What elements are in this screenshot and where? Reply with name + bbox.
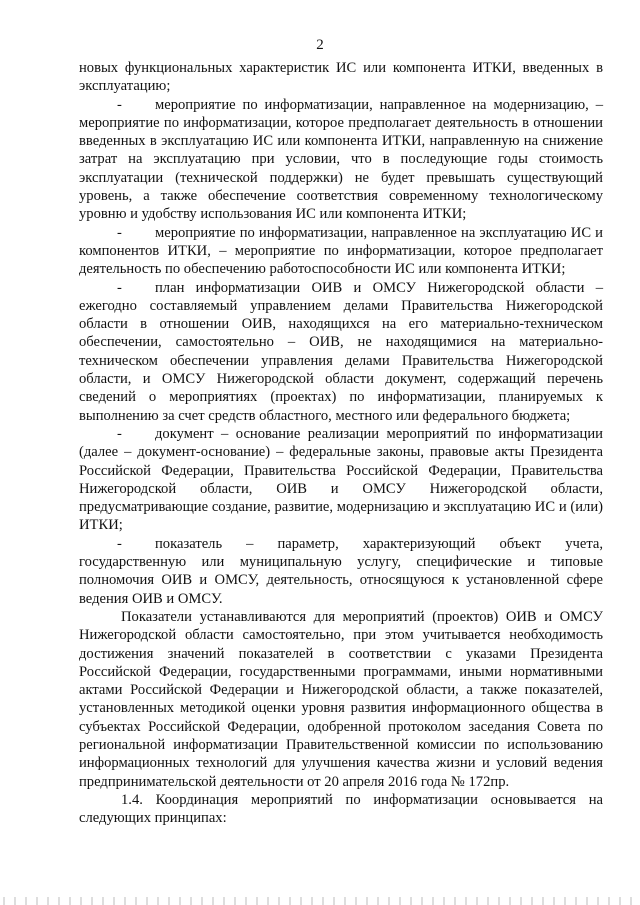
list-dash: - [117, 535, 122, 552]
list-dash: - [117, 224, 122, 241]
definition-modernization [79, 96, 603, 224]
definition-informatization-plan [79, 279, 603, 425]
definition-exploitation-text: мероприятие по информатизации, направленное на эксплуатацию ИС и компонентов ИТКИ, – мероприятие по информатизации, которое предполагает деятельность по обеспечению работоспособности ИС или компонента ИТКИ; [79, 224, 603, 278]
definition-indicator [79, 535, 603, 608]
list-dash: - [117, 279, 122, 296]
paragraph-continuation: новых функциональных характеристик ИС или компонента ИТКИ, введенных в эксплуатацию; [79, 60, 603, 95]
list-dash: - [117, 96, 122, 113]
definition-informatization-plan-text: план информатизации ОИВ и ОМСУ Нижегородской области – ежегодно составляемый управлением делами Правительства Нижегородской области в отношении ОИВ, находящихся на его материально-техническом обеспечении, самостоятельно – ОИВ, не находящимися на материально-техническом обеспечении управления делами Правительства Нижегородской области, и ОМСУ Нижегородской области документ, содержащий перечень сведений о мероприятиях (проектах) по информатизации, планируемых к выполнению за счет средств областного, местного или федерального бюджета; [79, 279, 603, 424]
paragraph-indicators: Показатели устанавливаются для мероприятий (проектов) ОИВ и ОМСУ Нижегородской области самостоятельно, при этом учитывается необходимость достижения значений показателей в соответствии с указами Президента Российской Федерации, государственными программами, иными нормативными актами Российской Федерации и Нижегородской области, а также показателей, установленных методикой оценки уровня развития информационного общества в субъектах Российской Федерации, одобренной протоколом заседания Совета по региональной информатизации Правительственной комиссии по использованию информационных технологий для улучшения качества жизни и условий ведения предпринимательской деятельности от 20 апреля 2016 года № 172пр. [79, 608, 603, 790]
definition-base-document [79, 425, 603, 535]
definition-base-document-text: документ – основание реализации мероприятий по информатизации (далее – документ-основание) – федеральные законы, правовые акты Президента Российской Федерации, Правительства Российской Федерации, Правительства Нижегородской области, ОИВ и ОМСУ Нижегородской области, предусматривающие создание, развитие, модернизацию и эксплуатацию ИС и (или) ИТКИ; [79, 425, 603, 534]
page-number: 2 [316, 37, 324, 53]
list-dash: - [117, 425, 122, 442]
paragraph-coordination: 1.4. Координация мероприятий по информатизации основывается на следующих принципах: [79, 791, 603, 827]
definition-modernization-text: мероприятие по информатизации, направленное на модернизацию, – мероприятие по информатизации, которое предполагает деятельность в отношении введенных в эксплуатацию ИС или компонента ИТКИ, направленную на снижение затрат на эксплуатацию при условии, что в последующие годы стоимость эксплуатации (технической поддержки) не будет превышать существующий уровень, а также обеспечение соответствия современному технологическому уровню и удобству использования ИС или компонента ИТКИ; [79, 96, 603, 223]
scan-bottom-edge [0, 897, 640, 905]
definition-exploitation [79, 224, 603, 279]
definition-indicator-text: показатель – параметр, характеризующий объект учета, государственную или муниципальную услугу, специфические и типовые полномочия ОИВ и ОМСУ, деятельность, относящуюся к установленной сфере ведения ОИВ и ОМСУ. [79, 535, 603, 607]
document-body [79, 59, 603, 827]
